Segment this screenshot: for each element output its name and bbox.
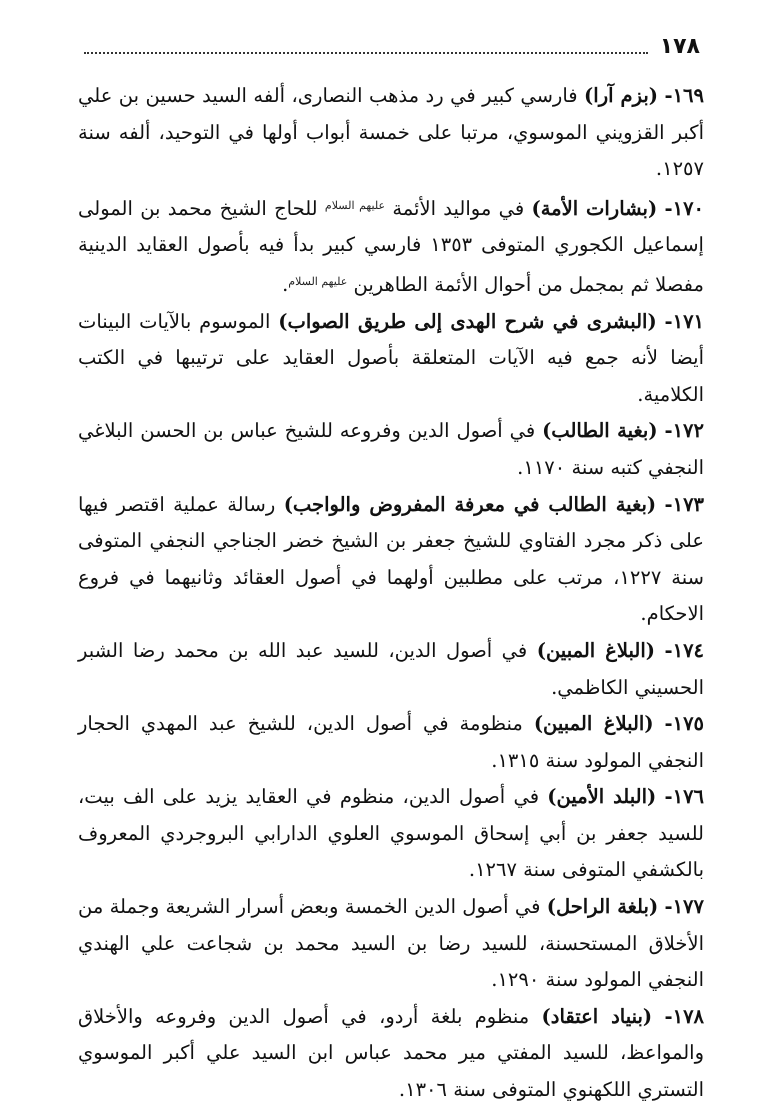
entry-176 [78, 779, 704, 889]
entry-number: ١٧٨- [664, 1004, 705, 1028]
entry-text: في أصول الدين، منظوم في العقايد يزيد على الف بيت، للسيد جعفر بن أبي إسحاق الموسوي العلوي الدارابي البروجردي المعروف بالكشفي المتوفى سنة ١٢٦٧. [78, 785, 704, 882]
entry-text: منظومة في أصول الدين، للشيخ عبد المهدي الحجار النجفي المولود سنة ١٣١٥. [78, 712, 704, 772]
entry-title: (بغية الطالب في معرفة المفروض والواجب) [283, 492, 657, 516]
entry-title: (البشرى في شرح الهدى إلى طريق الصواب) [278, 309, 657, 333]
entry-title: (البلاغ المبين) [533, 712, 654, 736]
entry-171 [78, 304, 704, 414]
entry-title: (البلاغ المبين) [536, 638, 656, 662]
entry-text: فارسي كبير في رد مذهب النصارى، ألفه السيد حسين بن علي أكبر القزويني الموسوي، مرتبا على خمسة أبواب أولها في التوحيد، ألفه سنة ١٢٥٧. [78, 84, 704, 181]
entry-title: (بنياد اعتقاد) [541, 1004, 653, 1028]
entry-number: ١٧٥- [664, 712, 705, 736]
entry-number: ١٧١- [664, 309, 705, 333]
entry-178 [78, 999, 704, 1109]
entry-number: ١٧٣- [664, 492, 705, 516]
entry-text: للحاج الشيخ محمد بن المولى إسماعيل الكجوري المتوفى ١٣٥٣ فارسي كبير بدأ فيه بأصول العقايد الدينية مفصلا ثم بمجمل من أحوال الأئمة الطاهرين [78, 196, 704, 296]
entry-173 [78, 487, 704, 633]
entry-text: في أصول الدين وفروعه للشيخ عباس بن الحسن البلاغي النجفي كتبه سنة ١١٧٠. [78, 419, 704, 479]
entry-169 [78, 78, 704, 188]
entries-list [78, 78, 704, 1109]
entry-text: رسالة عملية اقتصر فيها على ذكر مجرد الفتاوي للشيخ جعفر بن الشيخ خضر الجناجي النجفي المتوفى سنة ١٢٢٧، مرتب على مطلبين أولهما في أصول العقائد وثانيهما في فروع الاحكام. [78, 492, 704, 626]
header-dotted-rule [84, 51, 648, 54]
entry-number: ١٧٠- [664, 196, 705, 220]
entry-text: في أصول الدين، للسيد عبد الله بن محمد رضا الشبر الحسيني الكاظمي. [78, 638, 704, 699]
honorific-calligraphy: عليهم السلام [288, 274, 348, 288]
entry-text: الموسوم بالآيات البينات أيضا لأنه جمع فيه الآيات المتعلقة بأصول العقايد على ترتيبها في الكتب الكلامية. [78, 309, 704, 406]
entry-title: (البلد الأمين) [547, 785, 657, 809]
entry-text: في مواليد الأئمة [392, 196, 525, 220]
entry-174 [78, 633, 704, 706]
entry-title: (بزم آرا) [584, 84, 659, 107]
entry-title: (بشارات الأمة) [531, 196, 658, 220]
entry-175 [78, 706, 704, 779]
entry-number: ١٧٦- [664, 785, 705, 809]
entry-number: ١٧٧- [664, 895, 704, 919]
entry-end-mark: . [282, 272, 289, 296]
page-header [84, 28, 700, 62]
honorific-calligraphy: عليهم السلام [324, 198, 386, 212]
entry-text: في أصول الدين الخمسة وبعض أسرار الشريعة وجملة من الأخلاق المستحسنة، للسيد رضا بن السيد محمد بن شجاعت علي الهندي النجفي المولود سنة ١٢٩٠. [78, 895, 704, 992]
entry-number: ١٧٢- [664, 419, 704, 443]
entry-170 [78, 188, 704, 304]
entry-172 [78, 413, 704, 486]
entry-text: منظوم بلغة أردو، في أصول الدين وفروعه والأخلاق والمواعظ، للسيد المفتي مير محمد عباس ابن السيد علي أكبر الموسوي التستري اللكهنوي المتوفى سنة ١٣٠٦. [78, 1004, 704, 1102]
entry-177 [78, 889, 704, 999]
entry-number: ١٧٤- [664, 638, 705, 662]
entry-title: (بغية الطالب) [542, 419, 658, 443]
entry-number: ١٦٩- [664, 84, 704, 107]
page-number: ١٧٨ [659, 34, 700, 59]
entry-title: (بلغة الراحل) [546, 895, 659, 919]
